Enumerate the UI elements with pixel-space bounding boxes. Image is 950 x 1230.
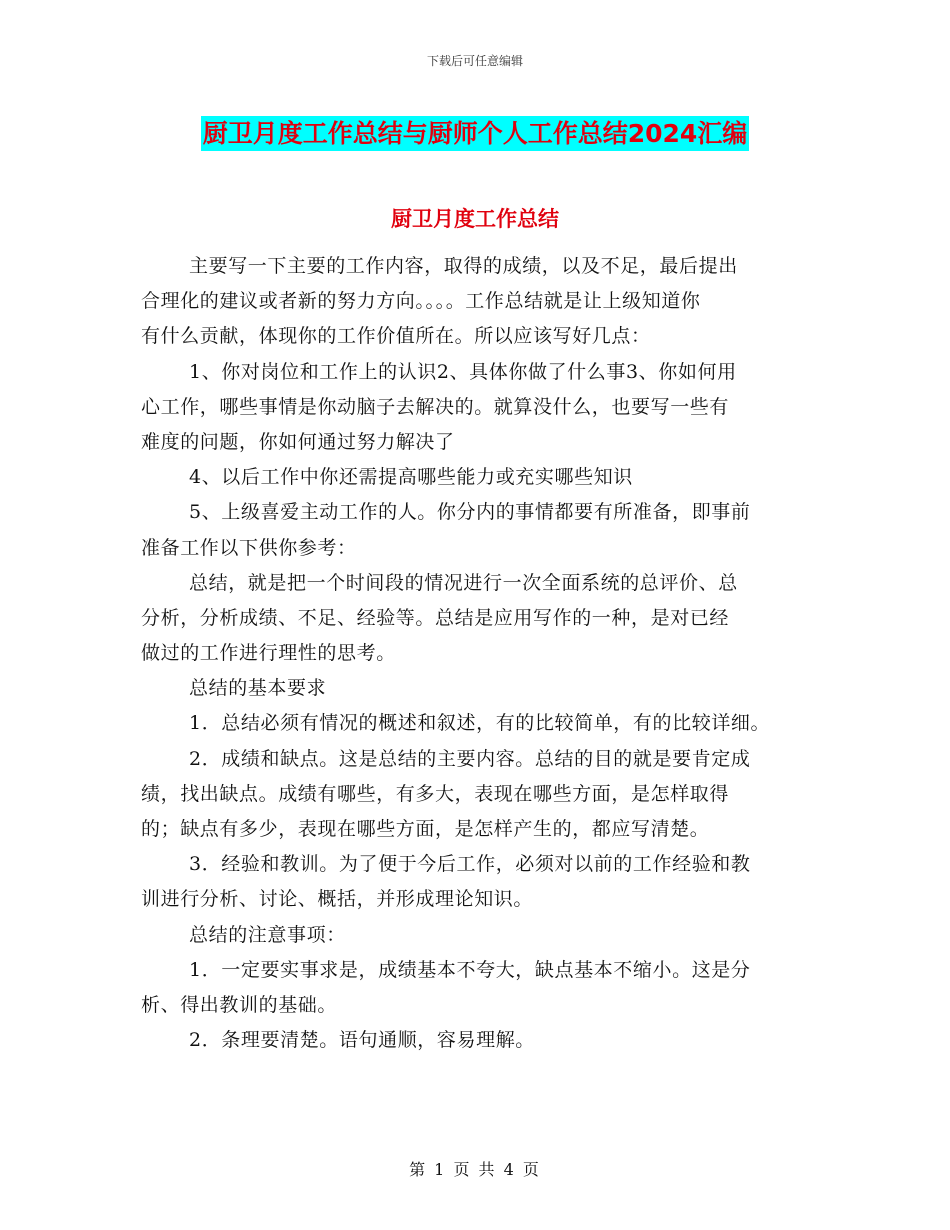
paragraph-line: 训进行分析、讨论、概括，并形成理论知识。 [141,888,534,911]
page-header: 下载后可任意编辑 [426,54,523,68]
section-title: 厨卫月度工作总结 [391,207,559,231]
paragraph-line: 1．总结必须有情况的概述和叙述，有的比较简单，有的比较详细。 [189,712,771,735]
paragraph-line: 总结的注意事项： [189,923,346,946]
paragraph-line: 绩，找出缺点。成绩有哪些，有多大，表现在哪些方面，是怎样取得 [141,782,730,805]
paragraph-line: 做过的工作进行理性的思考。 [141,642,396,665]
paragraph-line: 有什么贡献，体现你的工作价值所在。所以应该写好几点： [141,325,651,348]
paragraph-line: 主要写一下主要的工作内容，取得的成绩，以及不足，最后提出 [189,255,738,277]
paragraph-line: 析、得出教训的基础。 [141,993,338,1016]
paragraph-line: 的；缺点有多少，表现在哪些方面，是怎样产生的，都应写清楚。 [141,818,710,840]
document-title [0,114,950,150]
page-footer: 第 1 页 共 4 页 [409,1160,541,1179]
paragraph-line: 3．经验和教训。为了便于今后工作，必须对以前的工作经验和教 [189,853,751,876]
paragraph-line: 1．一定要实事求是，成绩基本不夸大，缺点基本不缩小。这是分 [189,958,751,981]
paragraph-line: 合理化的建议或者新的努力方向。。。。工作总结就是让上级知道你 [141,290,701,313]
paragraph-line: 准备工作以下供你参考： [141,536,357,559]
paragraph-line: 5、上级喜爱主动工作的人。你分内的事情都要有所准备，即事前 [189,501,751,524]
paragraph-line: 2．成绩和缺点。这是总结的主要内容。总结的目的就是要肯定成 [189,747,751,770]
document-title-text: 厨卫月度工作总结与厨师个人工作总结2024汇编 [201,116,750,151]
paragraph-line: 1、你对岗位和工作上的认识2、具体你做了什么事3、你如何用 [189,360,737,383]
document-body [141,249,811,1058]
paragraph-line: 难度的问题，你如何通过努力解决了 [141,430,455,453]
paragraph-line: 总结的基本要求 [189,677,327,700]
paragraph-line: 总结，就是把一个时间段的情况进行一次全面系统的总评价、总 [189,571,738,594]
paragraph-line: 2．条理要清楚。语句通顺，容易理解。 [189,1029,535,1052]
paragraph-line: 分析，分析成绩、不足、经验等。总结是应用写作的一种，是对已经 [141,606,730,629]
paragraph-line: 4、以后工作中你还需提高哪些能力或充实哪些知识 [189,466,633,489]
paragraph-line: 心工作，哪些事情是你动脑子去解决的。就算没什么，也要写一些有 [141,395,730,418]
